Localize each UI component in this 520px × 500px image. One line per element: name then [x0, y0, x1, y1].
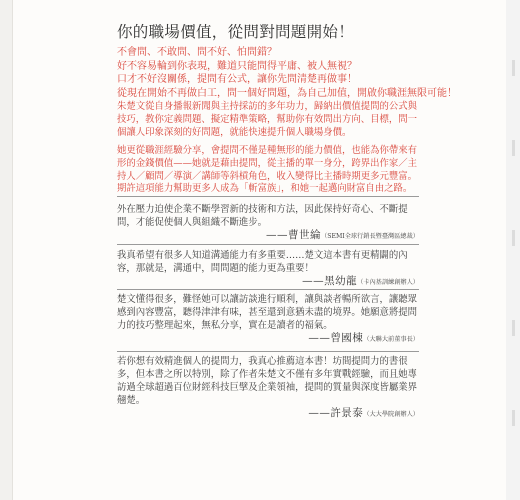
divider: [117, 351, 419, 352]
divider: [117, 289, 419, 290]
question-block: [117, 46, 457, 100]
question-line: 好不容易輪到你表現，難道只能問得平庸、被人無視？: [117, 60, 357, 72]
question-line: 口才不好沒關係，提問有公式，讓你先問清楚再做事！: [117, 74, 357, 86]
endorsement-text: 我真希望有很多人知道溝通能力有多重要……楚文這本書有更精闢的內容，那就是，溝通中，問問題的能力更為重要！: [117, 250, 408, 274]
divider: [117, 244, 419, 245]
endorsement-role: （卡內基訓練創辦人）: [357, 279, 419, 286]
endorsement-text: 若你想有效精進個人的提問力，我真心推薦這本書！坊間提問力的書很多，但本書之所以特別，除了作者朱楚文不僅有多年實戰經驗，而且她專訪過全球超過百位財經科技巨擘及企業領袖，提問的質量與深度皆屬業界翹楚。: [117, 356, 418, 406]
endorsement-text: 楚文懂得很多，難怪她可以讓訪談進行順利，讓與談者暢所欲言，讓聽眾感到內容豐富，聽得津津有味，甚至還到意猶未盡的境界。她願意將提問力的技巧整理起來，無私分享，實在是讀者的福氣。: [117, 294, 418, 331]
endorsement-attribution: [117, 275, 419, 289]
endorsement-role: （大大學院創辦人）: [363, 411, 419, 418]
endorsement-attribution: [117, 229, 419, 243]
divider: [117, 196, 419, 197]
endorsement-role: （SEMI全球行銷長暨臺灣區總裁）: [321, 233, 419, 240]
endorsement-attribution: [117, 332, 419, 346]
endorsement-name: ——許景泰: [308, 407, 364, 419]
endorsement-name: ——曾國棟: [308, 332, 364, 344]
endorsement-quote: [117, 293, 419, 346]
endorsement-name: ——黑幼龍: [302, 275, 358, 287]
headline: 你的職場價值，從問對問題開始！: [117, 23, 355, 41]
question-line: 不會問、不敢問、問不好、怕問錯？: [117, 47, 277, 58]
endorsement-name: ——曹世綸: [266, 229, 322, 241]
right-edge-strip: [506, 0, 520, 500]
question-line: 從現在開始不再做白工，問一個好問題，為自己加值，開啟你職涯無限可能！: [117, 87, 457, 99]
intro-paragraph: 她更從職涯經驗分享，會提問不僅是種無形的能力價值，也能為你帶來有形的金錢價值——她就是藉由提問，從主播的單一身分，跨界出作家／主持人／顧問／導演／講師等斜槓角色，收入變得比主播時期更多元豐富。期許這項能力幫助更多人成為「斬富族」，和她一起邁向財富自由之路。: [117, 145, 418, 195]
endorsement-quote: [117, 355, 419, 421]
endorsement-text: 外在壓力迫使企業不斷學習新的技術和方法，因此保持好奇心、不斷提問，才能促使個人與組織不斷進步。: [117, 204, 408, 228]
endorsement-quote: [117, 203, 419, 243]
endorsement-attribution: [117, 407, 419, 421]
endorsement-quote: [117, 249, 419, 289]
cover-spine-edge: [0, 0, 13, 500]
endorsement-role: （大聯大前董事長）: [363, 336, 419, 343]
intro-paragraph: 朱楚文從自身播報新聞與主持採訪的多年功力，歸納出價值提問的公式與技巧，教你定義問題、擬定精準策略，幫助你有效問出方向、目標，問一個讓人印象深刻的好問題，就能快速提升個人職場身價。: [117, 101, 418, 138]
